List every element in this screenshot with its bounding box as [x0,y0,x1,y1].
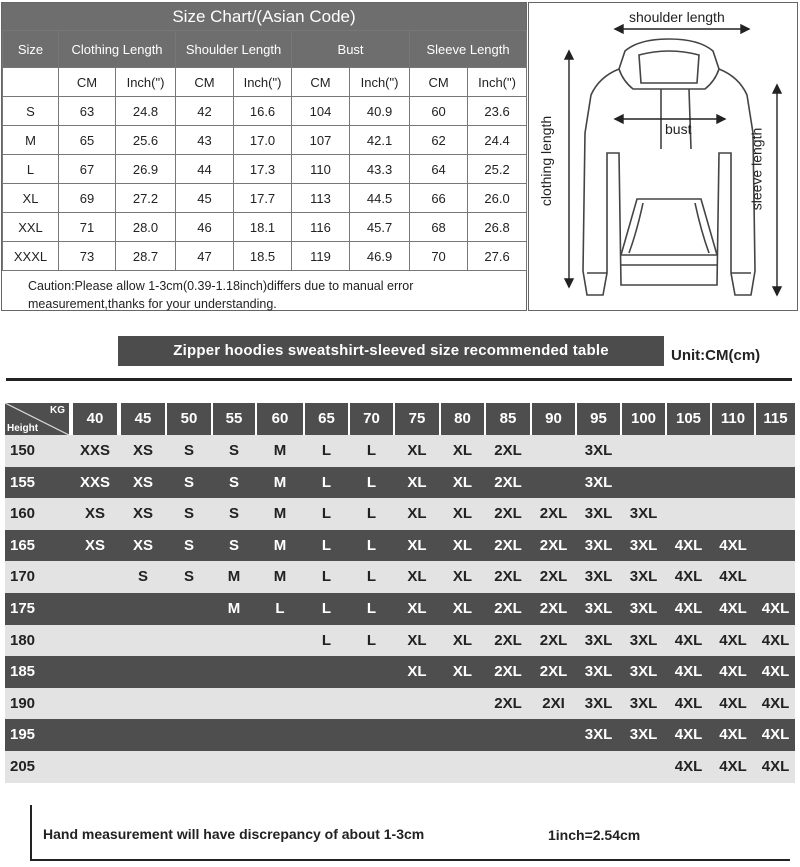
measure-cell: 17.3 [234,155,292,184]
size-cell: 3XL [584,599,613,617]
size-cell: 3XL [584,726,613,744]
size-cell: 2XL [494,663,522,681]
unit-cell: Inch(") [234,68,292,97]
size-cell: 3XL [629,568,658,586]
measure-cell: 43.3 [350,155,410,184]
size-cell: S [228,473,239,491]
size-cell: L [321,505,332,523]
recommend-row [5,530,795,562]
size-cell: 2XL [539,663,568,681]
measure-cell: 46 [176,213,234,242]
size-cell: XL [407,568,427,586]
unit-cell: CM [292,68,350,97]
size-cell: 2XL [494,631,522,649]
size-cell: M [273,473,287,491]
size-cell: S [137,568,148,586]
measure-cell: 73 [59,242,116,271]
header-shoulder-length: Shoulder Length [176,31,292,68]
weight-header-cell: 75 [395,403,439,435]
size-cell: S [183,442,194,459]
size-cell: XL [407,663,427,681]
corner-cell [5,403,69,435]
measure-cell: 63 [59,97,116,126]
header-sleeve-length: Sleeve Length [410,31,527,68]
unit-cell: Inch(") [468,68,527,97]
measure-cell: 24.8 [116,97,176,126]
size-cell: 3XL [584,568,613,586]
height-label: 170 [10,568,36,586]
recommend-row [5,561,795,593]
header-size: Size [3,31,59,68]
measure-cell: 44.5 [350,184,410,213]
weight-header-row [5,403,795,435]
measure-cell: 66 [410,184,468,213]
size-cell: 3XL [584,442,613,459]
measure-cell: 60 [410,97,468,126]
height-label: 205 [10,757,36,775]
size-chart [1,2,527,311]
measure-cell: 62 [410,126,468,155]
height-label: 190 [10,694,36,712]
size-row [3,97,527,126]
size-cell: 4XL [719,631,747,649]
weight-header-cell: 45 [121,403,165,435]
recommend-row [5,656,795,688]
size-cell: 3XL [584,473,613,491]
size-cell: 4XL [761,663,790,681]
corner-kg-label: KG [50,405,65,416]
weight-header-cell: 85 [486,403,530,435]
size-row [3,213,527,242]
size-cell: 3XL [629,726,658,744]
size-cell: 2XL [494,442,522,459]
size-cell: XS [132,442,153,459]
measure-cell: 16.6 [234,97,292,126]
height-label: 160 [10,505,36,523]
size-cell: L [366,536,377,554]
size-cell: S [183,568,194,586]
size-cell: M [273,505,287,523]
size-row [3,155,527,184]
measure-cell: 26.8 [468,213,527,242]
size-chart-title: Size Chart/(Asian Code) [2,3,526,30]
measure-cell: 25.2 [468,155,527,184]
measure-cell: 46.9 [350,242,410,271]
size-cell: 2XL [539,599,568,617]
size-cell: L [366,631,377,649]
size-cell: L [366,599,377,617]
size-cell: 2XL [494,473,522,491]
size-cell: L [366,568,377,586]
size-cell: M [273,568,287,586]
height-label: 195 [10,726,36,744]
size-label: M [3,126,59,155]
weight-header-cell: 50 [167,403,211,435]
measure-cell: 44 [176,155,234,184]
weight-header-cell: 65 [305,403,348,435]
size-cell: XL [407,505,427,523]
recommend-title: Zipper hoodies sweatshirt-sleeved size recommended table [118,336,664,366]
size-cell: 4XL [719,663,747,681]
size-cell: XL [407,631,427,649]
size-cell: S [183,536,194,554]
size-cell: 3XL [584,694,613,712]
size-cell: 3XL [584,663,613,681]
size-cell: 4XL [761,694,790,712]
size-cell: 3XL [629,663,658,681]
units-blank [3,68,59,97]
size-label: XL [3,184,59,213]
size-cell: 2XL [539,631,568,649]
measure-cell: 26.0 [468,184,527,213]
measure-cell: 45.7 [350,213,410,242]
size-label: XXXL [3,242,59,271]
measure-cell: 71 [59,213,116,242]
size-cell: XS [84,505,105,523]
size-label: L [3,155,59,184]
measure-cell: 17.7 [234,184,292,213]
size-cell: 2XL [494,505,522,523]
size-cell: XL [452,631,473,649]
measure-cell: 70 [410,242,468,271]
size-cell: XL [452,663,473,681]
inch-conversion: 1inch=2.54cm [548,827,641,843]
weight-header-cell: 40 [73,403,117,435]
size-cell: M [227,599,241,617]
recommend-row [5,467,795,499]
size-cell: 4XL [719,757,747,775]
recommend-row [5,719,795,751]
size-cell: S [228,442,239,459]
size-label: XXL [3,213,59,242]
size-cell: 4XL [674,568,703,586]
size-cell: L [321,536,332,554]
weight-header-cell: 110 [712,403,754,435]
measure-cell: 27.6 [468,242,527,271]
recommend-row [5,751,795,783]
size-cell: 4XL [761,726,790,744]
size-cell: L [321,442,332,459]
measure-cell: 116 [292,213,350,242]
size-cell: 4XL [761,631,790,649]
size-cell: XXS [79,442,110,459]
size-label: S [3,97,59,126]
hoodie-diagram [528,2,798,311]
measure-cell: 43 [176,126,234,155]
recommend-row [5,625,795,657]
measure-cell: 25.6 [116,126,176,155]
size-row [3,184,527,213]
measure-cell: 47 [176,242,234,271]
size-cell: XXS [79,473,110,491]
size-cell: 3XL [629,536,658,554]
size-cell: L [366,505,377,523]
height-label: 155 [10,473,36,491]
size-cell: 4XL [761,599,790,617]
size-cell: 3XL [629,631,658,649]
size-cell: XL [407,536,427,554]
measure-cell: 27.2 [116,184,176,213]
size-cell: S [183,473,194,491]
size-row [3,242,527,271]
unit-cell: CM [59,68,116,97]
measure-cell: 64 [410,155,468,184]
footer-note: Hand measurement will have discrepancy of about 1-3cm [43,826,425,842]
size-cell: L [321,473,332,491]
size-cell: XL [452,505,473,523]
height-label: 180 [10,631,36,649]
size-cell: 3XL [629,505,658,523]
size-cell: M [227,568,241,586]
size-cell: M [273,536,287,554]
unit-cell: Inch(") [350,68,410,97]
size-cell: 4XL [674,663,703,681]
weight-header-cell: 115 [756,403,795,435]
size-cell: S [228,505,239,523]
measure-cell: 42 [176,97,234,126]
weight-header-cell: 60 [257,403,303,435]
size-cell: XL [407,442,427,459]
sleeve-length-label: sleeve length [748,127,765,211]
corner-height-label: Height [7,423,39,434]
weight-header-cell: 95 [577,403,620,435]
measure-cell: 119 [292,242,350,271]
measure-cell: 104 [292,97,350,126]
recommend-grid [5,403,795,783]
size-cell: S [183,505,194,523]
divider [6,378,792,381]
size-row [3,126,527,155]
size-cell: 2XL [494,536,522,554]
size-cell: 2XL [494,568,522,586]
size-cell: XS [132,473,153,491]
size-cell: L [275,599,285,617]
weight-header-cell: 90 [532,403,575,435]
size-cell: 3XL [584,505,613,523]
measure-cell: 113 [292,184,350,213]
size-cell: 2XL [494,599,522,617]
recommend-row [5,688,795,720]
measure-cell: 28.7 [116,242,176,271]
size-cell: 4XL [674,694,703,712]
size-table [2,30,527,271]
size-cell: 4XL [719,536,747,554]
unit-cell: CM [176,68,234,97]
size-cell: XL [407,599,427,617]
size-cell: 4XL [674,757,703,775]
size-cell: 2XL [494,694,522,712]
height-label: 150 [10,442,36,459]
size-cell: 3XL [629,694,658,712]
height-label: 185 [10,663,36,681]
size-cell: 4XL [719,568,747,586]
units-row [3,68,527,97]
size-cell: 4XL [674,726,703,744]
size-cell: 4XL [719,599,747,617]
size-cell: XS [84,536,105,554]
recommend-row [5,435,795,467]
weight-header-cell: 70 [350,403,393,435]
weight-header-cell: 105 [667,403,710,435]
size-cell: XL [452,599,473,617]
size-cell: 4XL [674,631,703,649]
size-cell: L [321,599,332,617]
size-cell: XL [407,473,427,491]
size-cell: L [321,568,332,586]
weight-header-cell: 80 [441,403,484,435]
measure-cell: 68 [410,213,468,242]
measure-cell: 42.1 [350,126,410,155]
size-cell: 4XL [719,694,747,712]
size-cell: XL [452,568,473,586]
weight-header-cell: 100 [622,403,665,435]
size-cell: XS [132,536,153,554]
measure-cell: 69 [59,184,116,213]
measure-cell: 26.9 [116,155,176,184]
measure-cell: 28.0 [116,213,176,242]
unit-cell: CM [410,68,468,97]
size-cell: 4XL [674,536,703,554]
bust-label: bust [665,121,692,137]
measure-cell: 18.1 [234,213,292,242]
size-cell: 3XL [584,631,613,649]
measure-cell: 65 [59,126,116,155]
measure-cell: 23.6 [468,97,527,126]
height-label: 175 [10,599,36,617]
shoulder-length-label: shoulder length [629,9,725,25]
unit-cell: Inch(") [116,68,176,97]
size-cell: XL [452,473,473,491]
size-cell: L [366,473,377,491]
size-cell: 3XL [629,599,658,617]
header-bust: Bust [292,31,410,68]
measure-cell: 110 [292,155,350,184]
clothing-length-label: clothing length [538,115,555,207]
caution-note: Caution:Please allow 1-3cm(0.39-1.18inch)differs due to manual error measurement,thanks for your understanding. [28,279,414,311]
measure-cell: 40.9 [350,97,410,126]
size-cell: 2XI [542,694,565,712]
measure-cell: 67 [59,155,116,184]
measure-cell: 17.0 [234,126,292,155]
size-cell: XS [132,505,153,523]
size-cell: 2XL [539,568,568,586]
measure-cell: 45 [176,184,234,213]
size-cell: 3XL [584,536,613,554]
size-cell: M [273,442,287,459]
size-cell: 4XL [761,757,790,775]
size-cell: 2XL [539,505,568,523]
size-cell: 4XL [674,599,703,617]
size-cell: L [321,631,332,649]
size-cell: S [228,536,239,554]
size-cell: XL [452,442,473,459]
size-cell: 4XL [719,726,747,744]
size-cell: 2XL [539,536,568,554]
measure-cell: 18.5 [234,242,292,271]
unit-label: Unit:CM(cm) [671,347,761,364]
size-cell: XL [452,536,473,554]
measure-cell: 24.4 [468,126,527,155]
size-cell: L [366,442,377,459]
header-clothing-length: Clothing Length [59,31,176,68]
recommend-row [5,593,795,625]
height-label: 165 [10,536,36,554]
measure-cell: 107 [292,126,350,155]
weight-header-cell: 55 [213,403,255,435]
recommend-row [5,498,795,530]
